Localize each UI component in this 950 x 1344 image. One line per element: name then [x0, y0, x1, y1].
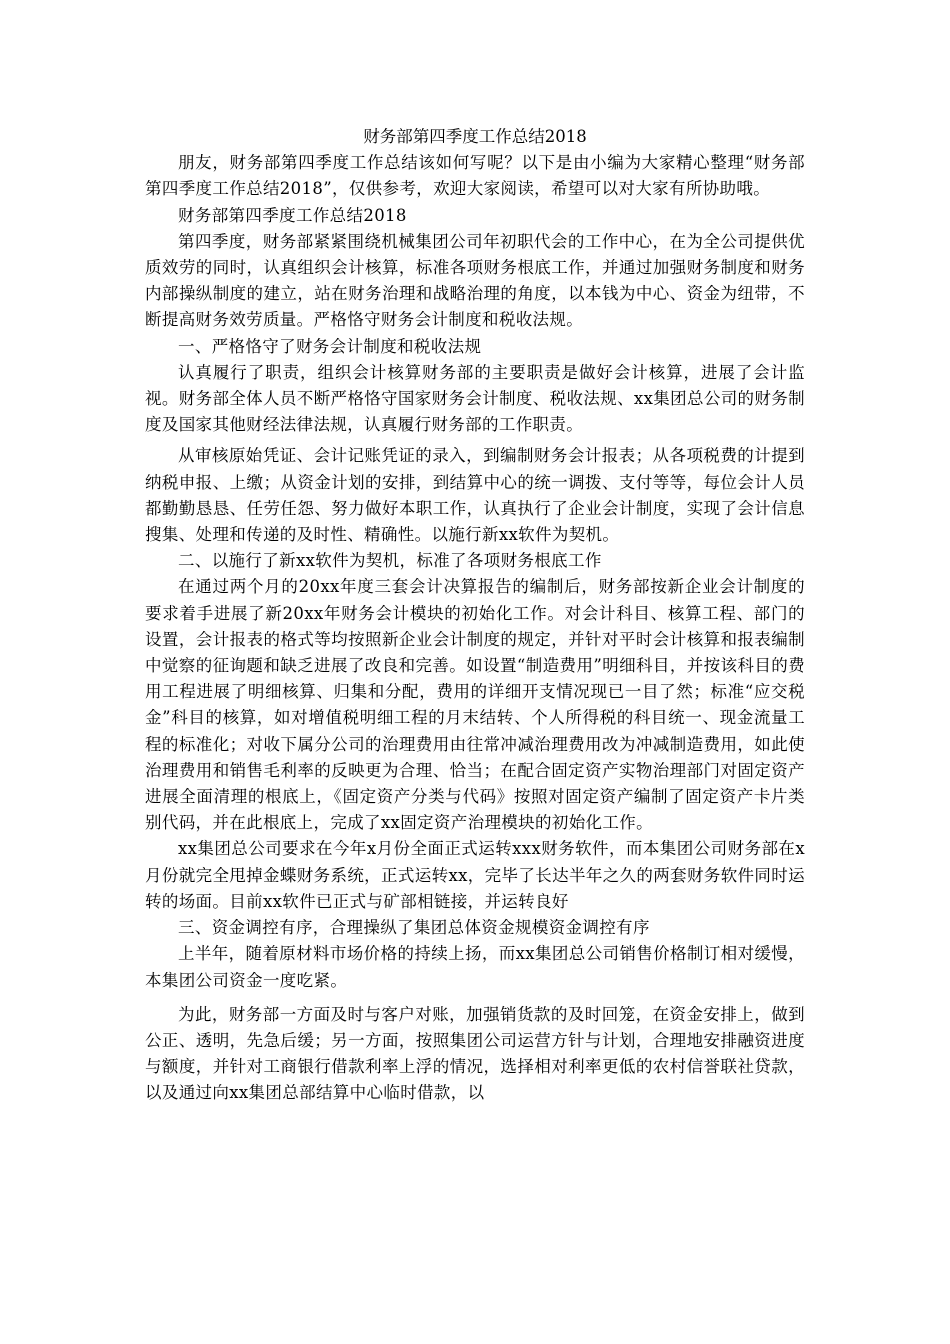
paragraph-intro: 朋友，财务部第四季度工作总结该如何写呢？以下是由小编为大家精心整理“财务部第四季度工作总结2018”，仅供参考，欢迎大家阅读，希望可以对大家有所协助哦。: [145, 153, 805, 199]
paragraph-section3-b: 为此，财务部一方面及时与客户对账，加强销货款的及时回笼，在资金安排上，做到公正、透明，先急后缓；另一方面，按照集团公司运营方针与计划，合理地安排融资进度与额度，并针对工商银行借款利率上浮的情况，选择相对利率更低的农村信誉联社贷款，以及通过向xx集团总部结算中心临时借款，以: [145, 1004, 805, 1103]
paragraph-overview: 第四季度，财务部紧紧围绕机械集团公司年初职代会的工作中心，在为全公司提供优质效劳的同时，认真组织会计核算，标准各项财务根底工作，并通过加强财务制度和财务内部操纵制度的建立，站在财务治理和战略治理的角度，以本钱为中心、资金为纽带，不断提高财务效劳质量。严格恪守财务会计制度和税收法规。: [145, 231, 805, 330]
paragraph-section2-b: xx集团总公司要求在今年x月份全面正式运转xxx财务软件，而本集团公司财务部在x月份就完全甩掉金蝶财务系统，正式运转xx，完毕了长达半年之久的两套财务软件同时运转的场面。目前xx软件已正式与矿部相链接，并运转良好: [145, 839, 805, 911]
paragraph-section3-a: 上半年，随着原材料市场价格的持续上扬，而xx集团总公司销售价格制订相对缓慢，本集团公司资金一度吃紧。: [145, 944, 805, 990]
document-page: [145, 124, 805, 1107]
document-title: 财务部第四季度工作总结2018: [363, 127, 587, 146]
paragraph-section1-a: 认真履行了职责，组织会计核算财务部的主要职责是做好会计核算，进展了会计监视。财务部全体人员不断严格恪守国家财务会计制度、税收法规、xx集团总公司的财务制度及国家其他财经法律法规，认真履行财务部的工作职责。: [145, 362, 805, 435]
paragraph-section2-a: 在通过两个月的20xx年度三套会计决算报告的编制后，财务部按新企业会计制度的要求着手进展了新20xx年财务会计模块的初始化工作。对会计科目、核算工程、部门的设置，会计报表的格式等均按照新企业会计制度的规定，并针对平时会计核算和报表编制中觉察的征询题和缺乏进展了改良和完善。如设置“制造费用”明细科目，并按该科目的费用工程进展了明细核算、归集和分配，费用的详细开支情况现已一目了然；标准“应交税金”科目的核算，如对增值税明细工程的月末结转、个人所得税的科目统一、现金流量工程的标准化；对收下属分公司的治理费用由往常冲减治理费用改为冲减制造费用，如此使治理费用和销售毛利率的反映更为合理、恰当；在配合固定资产实物治理部门对固定资产进展全面清理的根底上，《固定资产分类与代码》按照对固定资产编制了固定资产卡片类别代码，并在此根底上，完成了xx固定资产治理模块的初始化工作。: [145, 577, 805, 833]
section-heading-2: 二、以施行了新xx软件为契机，标准了各项财务根底工作: [178, 551, 602, 571]
section-heading-1: 一、严格恪守了财务会计制度和税收法规: [178, 336, 482, 356]
paragraph-section1-b: 从审核原始凭证、会计记账凭证的录入，到编制财务会计报表；从各项税费的计提到纳税申报、上缴；从资金计划的安排，到结算中心的统一调拨、支付等等，每位会计人员都勤勤恳恳、任劳任怨、努力做好本职工作，认真执行了企业会计制度，实现了会计信息搜集、处理和传递的及时性、精确性。以施行新xx软件为契机。: [145, 446, 805, 545]
section-heading-3: 三、资金调控有序，合理操纵了集团总体资金规模资金调控有序: [178, 918, 650, 938]
paragraph-subtitle: 财务部第四季度工作总结2018: [178, 205, 407, 225]
